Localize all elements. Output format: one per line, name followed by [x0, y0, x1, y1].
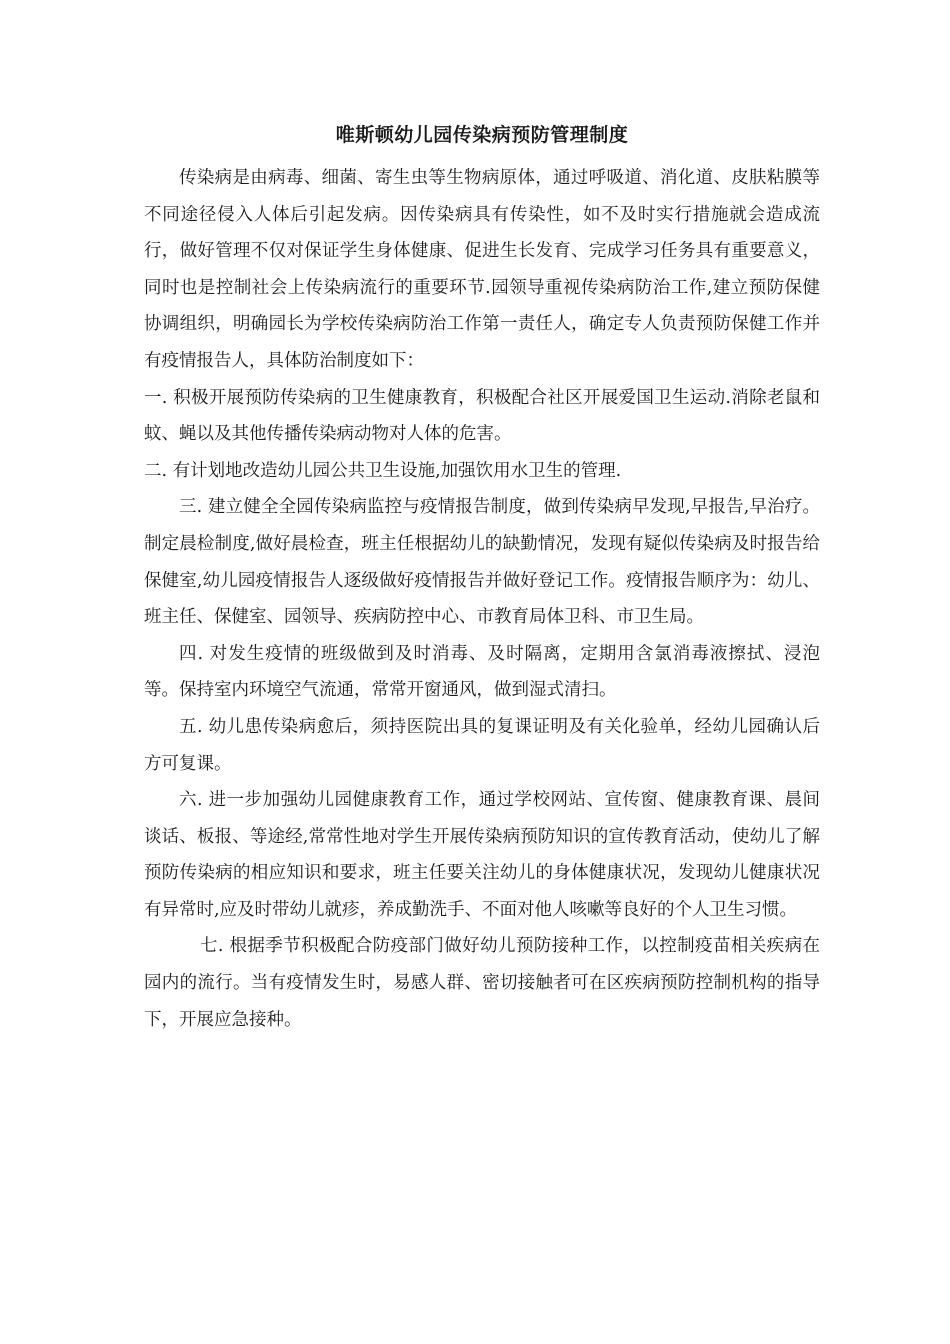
- document-body: [144, 118, 820, 1038]
- document-title: 唯斯顿幼儿园传染病预防管理制度: [335, 124, 629, 146]
- rule-item-3: 三. 建立健全全园传染病监控与疫情报告制度，做到传染病早发现,早报告,早治疗。制定晨检制度,做好晨检查，班主任根据幼儿的缺勤情况，发现有疑似传染病及时报告给保健室,幼儿园疫情报告人逐级做好疫情报告并做好登记工作。疫情报告顺序为：幼儿、班主任、保健室、园领导、疾病防控中心、市教育局体卫科、市卫生局。: [144, 497, 820, 628]
- rule-item-1: 一. 积极开展预防传染病的卫生健康教育，积极配合社区开展爱国卫生运动.消除老鼠和蚊、蝇以及其他传播传染病动物对人体的危害。: [144, 387, 820, 445]
- rule-item-6: 六. 进一步加强幼儿园健康教育工作，通过学校网站、宣传窗、健康教育课、晨间谈话、板报、等途经,常常性地对学生开展传染病预防知识的宣传教育活动，使幼儿了解预防传染病的相应知识和要求，班主任要关注幼儿的身体健康状况，发现幼儿健康状况有异常时,应及时带幼儿就疹，养成勤洗手、不面对他人咳嗽等良好的个人卫生习惯。: [144, 790, 820, 920]
- rule-item-5: 五. 幼儿患传染病愈后，须持医院出具的复课证明及有关化验单，经幼儿园确认后方可复课。: [144, 716, 820, 774]
- intro-paragraph: 传染病是由病毒、细菌、寄生虫等生物病原体，通过呼吸道、消化道、皮肤粘膜等不同途径侵入人体后引起发病。因传染病具有传染性，如不及时实行措施就会造成流行，做好管理不仅对保证学生身体健康、促进生长发育、完成学习任务具有重要意义，同时也是控制社会上传染病流行的重要环节.园领导重视传染病防治工作,建立预防保健协调组织，明确园长为学校传染病防治工作第一责任人，确定专人负责预防保健工作并有疫情报告人，具体防治制度如下：: [144, 168, 820, 371]
- rule-item-7: 七. 根据季节积极配合防疫部门做好幼儿预防接种工作，以控制疫苗相关疾病在园内的流行。当有疫情发生时，易感人群、密切接触者可在区疾病预防控制机构的指导下，开展应急接种。: [144, 936, 820, 1030]
- rule-item-4: 四. 对发生疫情的班级做到及时消毒、及时隔离，定期用含氯消毒液擦拭、浸泡等。保持室内环境空气流通，常常开窗通风，做到湿式清扫。: [144, 643, 820, 701]
- rule-item-2: 二. 有计划地改造幼儿园公共卫生设施,加强饮用水卫生的管理.: [144, 460, 622, 481]
